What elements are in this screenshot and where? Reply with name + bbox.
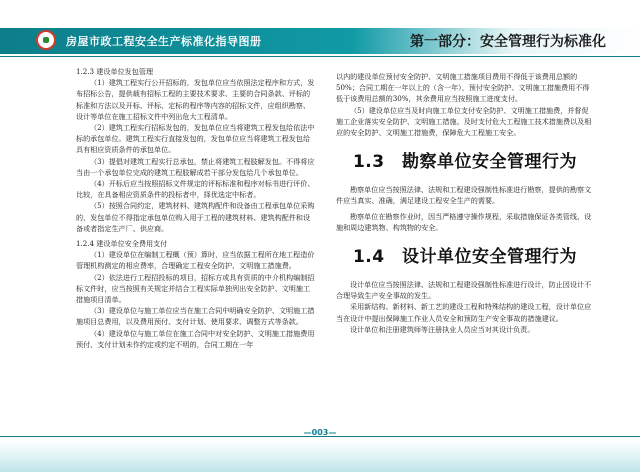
paragraph: （5）建设单位应当及时向施工单位支付安全防护、文明施工措施费，并督促施工企业落实安全防护、文明施工措施。及时支付危大工程施工技术措施费以及相应的安全防护、文明施工措施费，保障危大工程施工安全。 (336, 105, 592, 138)
left-column (76, 66, 316, 350)
paragraph: 1.2.3 建设单位发包管理 (76, 67, 154, 76)
safety-logo-icon (36, 30, 56, 50)
header-divider (0, 56, 640, 57)
paragraph: 勘察单位在勘察作业时，因当严格遵守操作规程，采取措施保证各类管线、设施和周边建筑物、构筑物的安全。 (336, 211, 592, 232)
paragraph: （2）建筑工程实行招标发包的，发包单位应当将建筑工程发包给依法中标的承包单位。建筑工程实行直接发包的，发包单位应当将建筑工程发包给具有相应资质条件的承包单位。 (76, 123, 315, 155)
paragraph: 采用新结构、新材料、新工艺的建设工程和特殊结构的建设工程，设计单位应当在设计中提出保障施工作业人员安全和预防生产安全事故的措施建议。 (336, 302, 592, 323)
paragraph: （1）建筑工程实行公开招标的，发包单位应当依照法定程序和方式，发布招标公告，提供载有招标工程的主要技术要求、主要的合同条款、评标的标准和方法以及开标、评标、定标的程序等内容的招标文件，应组织勘察、设计等单位在施工招标文件中列出危大工程清单。 (76, 78, 315, 121)
paragraph: （5）按照合同约定，建筑材料、建筑构配件和设备由工程承包单位采购的，发包单位不得指定承包单位购入用于工程的建筑材料、建筑构配件和设备或者指定生产厂、供应商。 (76, 201, 315, 233)
paragraph: 勘察单位应当按照法律、法规和工程建设强制性标准进行勘察，提供的勘察文件应当真实、准确，满足建设工程安全生产的需要。 (336, 185, 592, 206)
paragraph: （4）开标后应当按照招标文件规定的评标标准和程序对标书进行评价、比较，在具备相应资质条件的投标者中，择优选定中标者。 (76, 179, 315, 200)
right-column (336, 71, 594, 335)
paragraph: （3）提倡对建筑工程实行总承包，禁止将建筑工程肢解发包。不得将应当由一个承包单位完成的建筑工程肢解成若干部分发包给几个承包单位。 (76, 156, 315, 177)
page-header (0, 0, 640, 56)
document-title: 房屋市政工程安全生产标准化指导图册 (66, 35, 262, 48)
paragraph: （2）依法进行工程招投标的项目，招标方或具有资质的中介机构编制招标文件时，应当按照有关规定并结合工程实际单独列出安全防护、文明施工措施项目清单。 (76, 272, 315, 305)
section-heading-1-3: 1.3 勘察单位安全管理行为 (352, 152, 578, 173)
paragraph: （4）建设单位与施工单位在施工合同中对安全防护、文明施工措施费用预付、支付计划未作约定或约定不明的，合同工期在一年 (76, 328, 315, 349)
subsection-heading: 1.2.4 建设单位安全费用支付 (76, 239, 168, 249)
section-heading-1-4: 1.4 设计单位安全管理行为 (352, 247, 578, 268)
section-title: 第一部分：安全管理行为标准化 (410, 34, 606, 50)
paragraph: 设计单位和注册建筑师等注册执业人员应当对其设计负责。 (350, 324, 535, 334)
footer-band (0, 440, 640, 472)
paragraph: （3）建设单位与施工单位应当在施工合同中明确安全防护、文明施工措施项目总费用，以及费用预付、支付计划、使用要求、调整方式等条款。 (76, 306, 315, 327)
paragraph: 设计单位应当按照法律、法规和工程建设强制性标准进行设计，防止因设计不合理导致生产安全事故的发生。 (336, 280, 592, 301)
paragraph: 以内的建设单位预付安全防护、文明施工措施项目费用不得低于该费用总额的50%；合同工期在一年以上的（含一年），预付安全防护、文明施工措施费用不得低于该费用总额的30%，其余费用应当按照施工进度支付。 (336, 72, 590, 104)
page-number: —003— (303, 428, 337, 437)
paragraph: （1）建设单位在编制工程概（预）算时，应当依据工程所在地工程造价管理机构测定的相应费率，合理确定工程安全防护、文明施工措施费。 (76, 250, 315, 271)
